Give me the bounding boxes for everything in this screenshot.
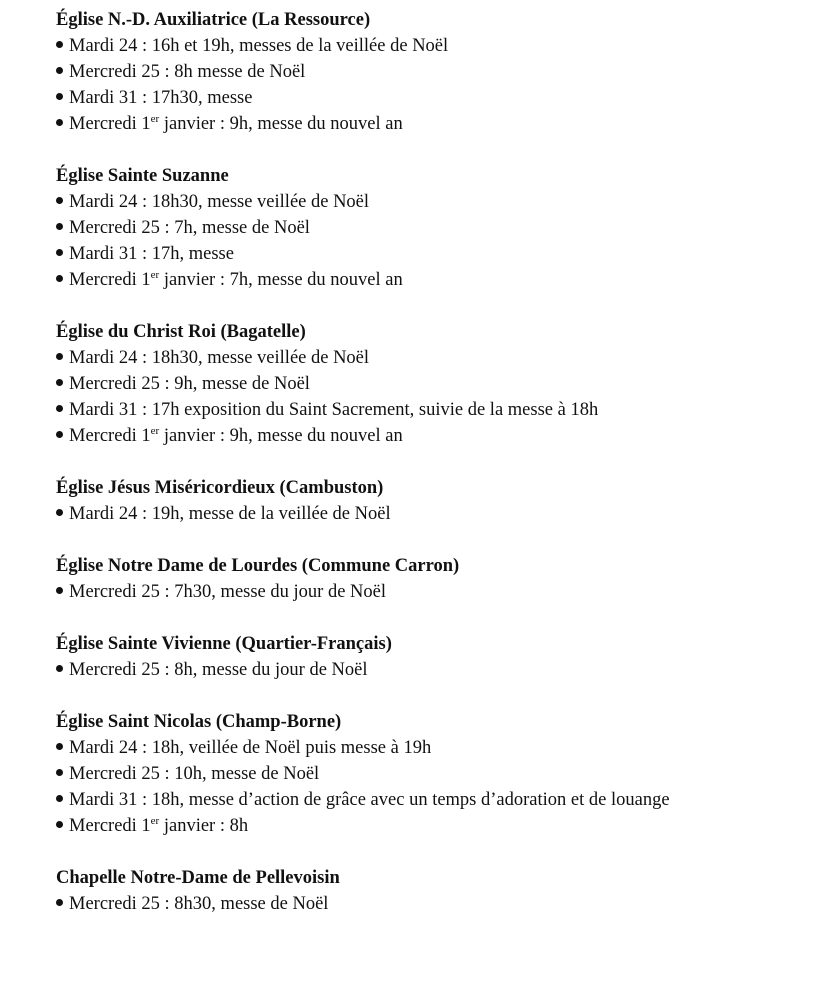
church-section [56,7,776,137]
schedule-text: Mercredi 25 : 7h, messe de Noël [69,218,310,238]
church-heading: Chapelle Notre-Dame de Pellevoisin [56,868,340,888]
document-page [56,7,776,917]
bullet-icon [56,353,63,360]
ordinal-suffix: er [150,425,160,437]
schedule-text: Mardi 31 : 17h exposition du Saint Sacrement, suivie de la messe à 18h [69,400,599,420]
bullet-icon [56,795,63,802]
schedule-item [56,397,776,423]
schedule-text: Mercredi 25 : 10h, messe de Noël [69,764,320,784]
ordinal-suffix: er [150,815,160,827]
schedule-item [56,33,776,59]
church-heading: Église Notre Dame de Lourdes (Commune Carron) [56,556,460,576]
schedule-text: Mercredi 1 [69,114,151,134]
schedule-item [56,579,776,605]
schedule-text: Mardi 24 : 18h, veillée de Noël puis messe à 19h [69,738,432,758]
schedule-text: Mercredi 1 [69,816,151,836]
schedule-item [56,761,776,787]
schedule-item [56,345,776,371]
schedule-item [56,735,776,761]
bullet-icon [56,431,63,438]
church-section [56,865,776,917]
schedule-text: Mercredi 25 : 9h, messe de Noël [69,374,310,394]
schedule-list [56,501,776,527]
schedule-list [56,579,776,605]
schedule-text: Mercredi 25 : 8h30, messe de Noël [69,894,329,914]
schedule-item [56,59,776,85]
church-heading: Église Jésus Miséricordieux (Cambuston) [56,478,384,498]
schedule-text: Mercredi 1 [69,426,151,446]
church-section [56,319,776,449]
schedule-item [56,189,776,215]
bullet-icon [56,743,63,750]
schedule-item [56,787,696,813]
church-heading: Église Sainte Vivienne (Quartier-Français) [56,634,392,654]
schedule-item [56,813,776,839]
bullet-icon [56,587,63,594]
bullet-icon [56,197,63,204]
schedule-text: Mardi 31 : 18h, messe d’action de grâce avec un temps d’adoration et de louange [69,790,670,810]
schedule-text: Mardi 31 : 17h30, messe [69,88,253,108]
bullet-icon [56,275,63,282]
schedule-text: Mardi 24 : 19h, messe de la veillée de Noël [69,504,391,524]
schedule-item [56,85,776,111]
bullet-icon [56,119,63,126]
bullet-icon [56,93,63,100]
schedule-text: janvier : 9h, messe du nouvel an [159,114,403,134]
bullet-icon [56,665,63,672]
schedule-text: janvier : 9h, messe du nouvel an [159,426,403,446]
church-heading: Église Sainte Suzanne [56,166,229,186]
schedule-text: Mercredi 25 : 7h30, messe du jour de Noël [69,582,386,602]
schedule-text: janvier : 7h, messe du nouvel an [159,270,403,290]
bullet-icon [56,249,63,256]
schedule-list [56,735,776,839]
schedule-list [56,189,776,293]
bullet-icon [56,379,63,386]
church-section [56,553,776,605]
schedule-item [56,891,776,917]
church-section [56,163,776,293]
schedule-list [56,891,776,917]
schedule-item [56,111,776,137]
schedule-item [56,657,776,683]
church-heading: Église N.-D. Auxiliatrice (La Ressource) [56,10,371,30]
bullet-icon [56,223,63,230]
church-section [56,709,776,839]
bullet-icon [56,509,63,516]
bullet-icon [56,67,63,74]
schedule-text: Mercredi 25 : 8h, messe du jour de Noël [69,660,368,680]
schedule-list [56,657,776,683]
schedule-text: Mardi 24 : 18h30, messe veillée de Noël [69,192,370,212]
schedule-text: Mardi 31 : 17h, messe [69,244,234,264]
schedule-item [56,215,776,241]
church-heading: Église du Christ Roi (Bagatelle) [56,322,306,342]
schedule-text: Mardi 24 : 18h30, messe veillée de Noël [69,348,370,368]
bullet-icon [56,821,63,828]
schedule-text: Mardi 24 : 16h et 19h, messes de la veillée de Noël [69,36,449,56]
schedule-item [56,371,776,397]
ordinal-suffix: er [150,269,160,281]
church-section [56,631,776,683]
bullet-icon [56,405,63,412]
schedule-list [56,33,776,137]
church-section [56,475,776,527]
bullet-icon [56,41,63,48]
schedule-item [56,241,776,267]
schedule-item [56,501,776,527]
schedule-text: Mercredi 1 [69,270,151,290]
schedule-text: Mercredi 25 : 8h messe de Noël [69,62,306,82]
schedule-list [56,345,776,449]
schedule-item [56,267,776,293]
schedule-item [56,423,776,449]
ordinal-suffix: er [150,113,160,125]
bullet-icon [56,769,63,776]
church-heading: Église Saint Nicolas (Champ-Borne) [56,712,342,732]
bullet-icon [56,899,63,906]
schedule-text: janvier : 8h [159,816,249,836]
